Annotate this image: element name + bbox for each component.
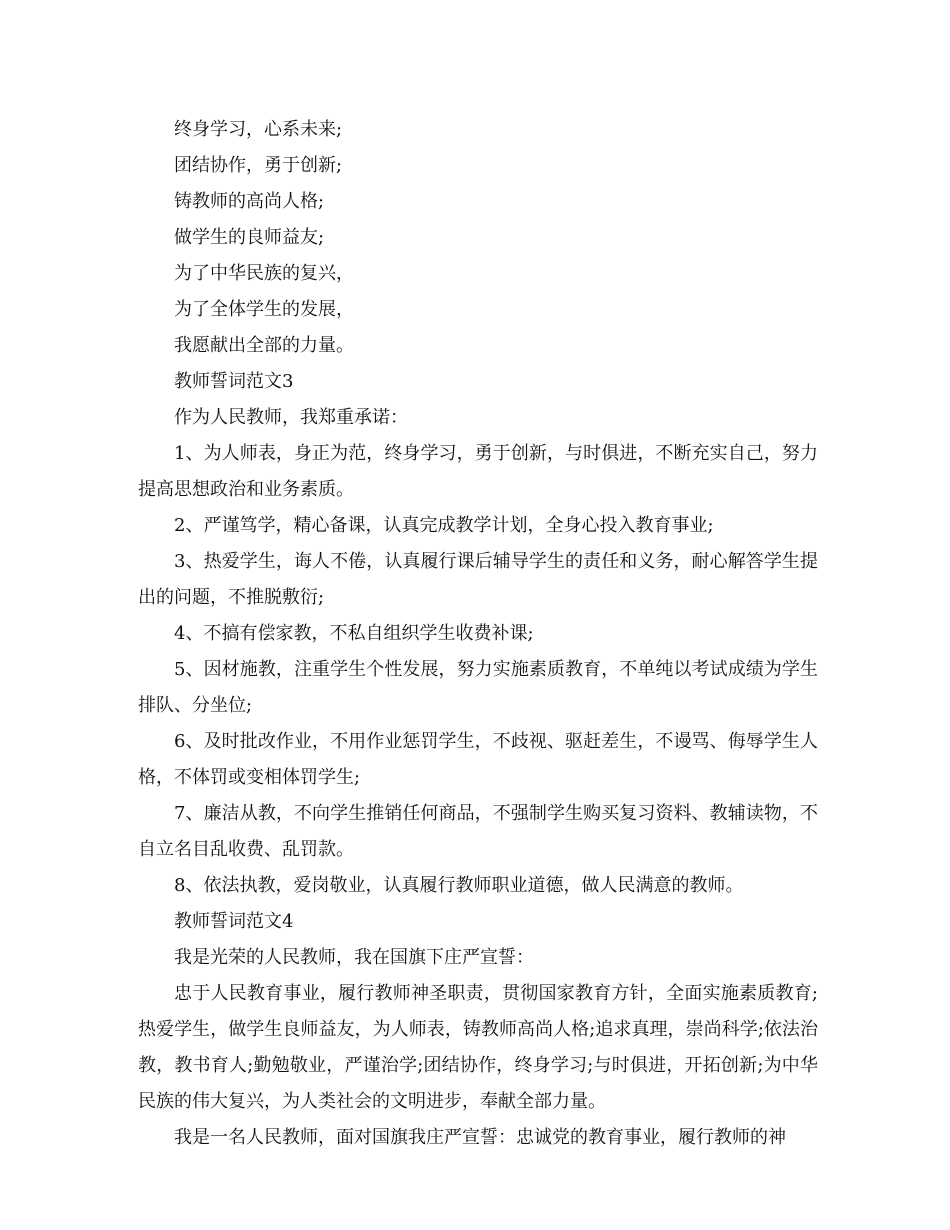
list-item: 2、严谨笃学，精心备课，认真完成教学计划，全身心投入教育事业; xyxy=(174,515,714,536)
paragraph: 我愿献出全部的力量。 xyxy=(174,335,354,356)
paragraph: 为了中华民族的复兴， xyxy=(174,263,354,284)
document-body xyxy=(138,112,818,1156)
paragraph: 我是光荣的人民教师，我在国旗下庄严宣誓： xyxy=(174,947,534,968)
paragraph: 我是一名人民教师，面对国旗我庄严宣誓：忠诚党的教育事业，履行教师的神 xyxy=(174,1127,786,1148)
paragraph: 忠于人民教育事业，履行教师神圣职责，贯彻国家教育方针，全面实施素质教育;热爱学生，做学生良师益友，为人师表，铸教师高尚人格;追求真理，崇尚科学;依法治教，教书育人;勤勉敬业，严谨治学;团结协作，终身学习;与时俱进，开拓创新;为中华民族的伟大复兴，为人类社会的文明进步，奉献全部力量。 xyxy=(138,983,818,1112)
paragraph: 铸教师的高尚人格; xyxy=(174,191,325,212)
list-item: 1、为人师表，身正为范，终身学习，勇于创新，与时俱进，不断充实自己，努力提高思想政治和业务素质。 xyxy=(138,443,818,500)
paragraph: 做学生的良师益友; xyxy=(174,227,325,248)
list-item: 6、及时批改作业，不用作业惩罚学生，不歧视、驱赶差生，不谩骂、侮辱学生人格，不体罚或变相体罚学生; xyxy=(138,731,818,788)
list-item: 7、廉洁从教，不向学生推销任何商品，不强制学生购买复习资料、教辅读物，不自立名目乱收费、乱罚款。 xyxy=(138,803,818,860)
list-item: 8、依法执教，爱岗敬业，认真履行教师职业道德，做人民满意的教师。 xyxy=(174,875,744,896)
section-heading: 教师誓词范文4 xyxy=(174,911,294,932)
list-item: 3、热爱学生，诲人不倦，认真履行课后辅导学生的责任和义务，耐心解答学生提出的问题，不推脱敷衍; xyxy=(138,551,818,608)
paragraph: 作为人民教师，我郑重承诺： xyxy=(174,407,408,428)
paragraph: 为了全体学生的发展， xyxy=(174,299,354,320)
paragraph: 团结协作，勇于创新; xyxy=(174,155,343,176)
list-item: 4、不搞有偿家教，不私自组织学生收费补课; xyxy=(174,623,534,644)
section-heading: 教师誓词范文3 xyxy=(174,371,294,392)
list-item: 5、因材施教，注重学生个性发展，努力实施素质教育，不单纯以考试成绩为学生排队、分坐位; xyxy=(138,659,818,716)
paragraph: 终身学习，心系未来; xyxy=(174,119,343,140)
